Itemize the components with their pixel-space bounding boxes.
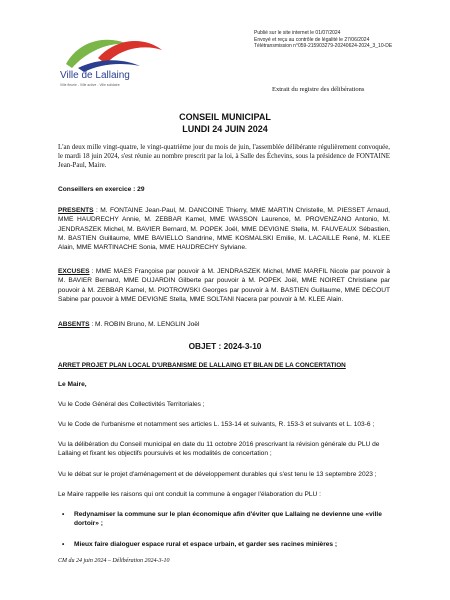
objet-heading: OBJET : 2024-3-10 — [188, 341, 262, 351]
presents-paragraph — [58, 206, 390, 252]
objective-bullet-2: • Mieux faire dialoguer espace rural et espace urbain, et garder ses racines minières ; — [74, 540, 394, 549]
vu-code-urbanisme: Vu le Code de l'urbanisme et notamment ses articles L. 153-14 et suivants, R. 153-3 et suivants et L. 103-6 ; — [58, 421, 375, 428]
vu-cgct: Vu le Code Général des Collectivités Territoriales ; — [58, 401, 205, 408]
absents-paragraph — [58, 320, 390, 329]
document-title: CONSEIL MUNICIPAL — [179, 112, 271, 122]
intro-paragraph: L'an deux mille vingt-quatre, le vingt-quatrième jour du mois de juin, l'assemblée délibérante régulièrement convoquée, le mardi 18 juin 2024, s'est réunie au nombre prescrit par la loi, à Salle des Échevins, sous la présidence de FONTAINE Jean-Paul, Maire. — [58, 144, 390, 170]
stamp-line-published: Publié sur le site internet le 01/07/2024 — [254, 30, 341, 36]
conseillers-count: Conseillers en exercice : 29 — [58, 186, 145, 193]
vu-deliberation-2016: Vu la délibération du Conseil municipal en date du 11 octobre 2016 prescrivant la révision générale du PLU de Lallaing et fixant les objectifs poursuivis et les modalités de concertation ; — [58, 441, 380, 458]
stamp-line-sent: Envoyé et reçu au contrôle de légalité le 27/06/2024 — [254, 36, 370, 43]
absents-list: : M. ROBIN Bruno, M. LENGLIN Joël — [89, 321, 200, 328]
presents-label: PRESENTS — [58, 207, 94, 214]
presents-list: : M. FONTAINE Jean-Paul, M. DANCOINE Thierry, MME MARTIN Christelle, M. PIESSET Arnaud, MME HAUDRECHY Annie, M. ZEBBAR Kamel, MME WASSON Laurence, M. PROVENZANO Antonio, M. JENDRASZEK Michel, M. BAVIER Bernard, M. POPEK Joël, MME DEVIGNE Stella, M. FAUVEAUX Sébastien, M. BASTIEN Guillaume, MME BAVIELLO Sandrine, MME KOSMALSKI Emilie, M. LACAILLE René, M. KLEE Alain, MME MARTINACHE Sonia, MME HAUDRECHY Sylviane. — [58, 207, 390, 252]
le-maire-line: Le Maire, — [58, 381, 87, 388]
logo-name: Ville de Lallaing — [60, 70, 130, 81]
legal-stamp — [254, 30, 392, 50]
page-footer: CM du 24 juin 2024 – Délibération 2024-3-10 — [58, 558, 170, 564]
rappel-line: Le Maire rappelle les raisons qui ont conduit la commune à engager l'élaboration du PLU : — [58, 491, 321, 498]
objective-bullet-1: • Redynamiser la commune sur le plan économique afin d'éviter que Lallaing ne devienne une «ville dortoir» ; — [74, 510, 394, 529]
subject-heading: ARRET PROJET PLAN LOCAL D'URBANISME DE LALLAING ET BILAN DE LA CONCERTATION — [58, 362, 346, 369]
meeting-date: LUNDI 24 JUIN 2024 — [182, 124, 268, 134]
stamp-line-teletransmission: Télétransmission n°059-215903279-20240624-2024_3_10-DE — [254, 43, 393, 49]
absents-label: ABSENTS — [58, 321, 90, 328]
logo-tagline: Ville fleurie - Ville active - Ville solidaire — [60, 83, 120, 87]
register-extract: Extrait du registre des délibérations — [272, 86, 365, 93]
excuses-list: : MME MAES Françoise par pouvoir à M. JENDRASZEK Michel, MME MARFIL Nicole par pouvoir à M. BAVIER Bernard, MME DUJARDIN Gilberte par pouvoir à M. POPEK Joël, MME NOIRET Christiane par pouvoir à M. ZEBBAR Kamel, M. PIOTROWSKI Georges par pouvoir à M. BASTIEN Guillaume, MME DECOUT Sabine par pouvoir à MME DEVIGNE Stella, MME SOLTANI Nacera par pouvoir à M. KLEE Alain. — [58, 268, 390, 303]
vu-debat-padd: Vu le débat sur le projet d'aménagement et de développement durables qui s'est tenu le 13 septembre 2023 ; — [58, 471, 377, 478]
excuses-paragraph — [58, 267, 390, 304]
excuses-label: EXCUSES — [58, 268, 90, 275]
